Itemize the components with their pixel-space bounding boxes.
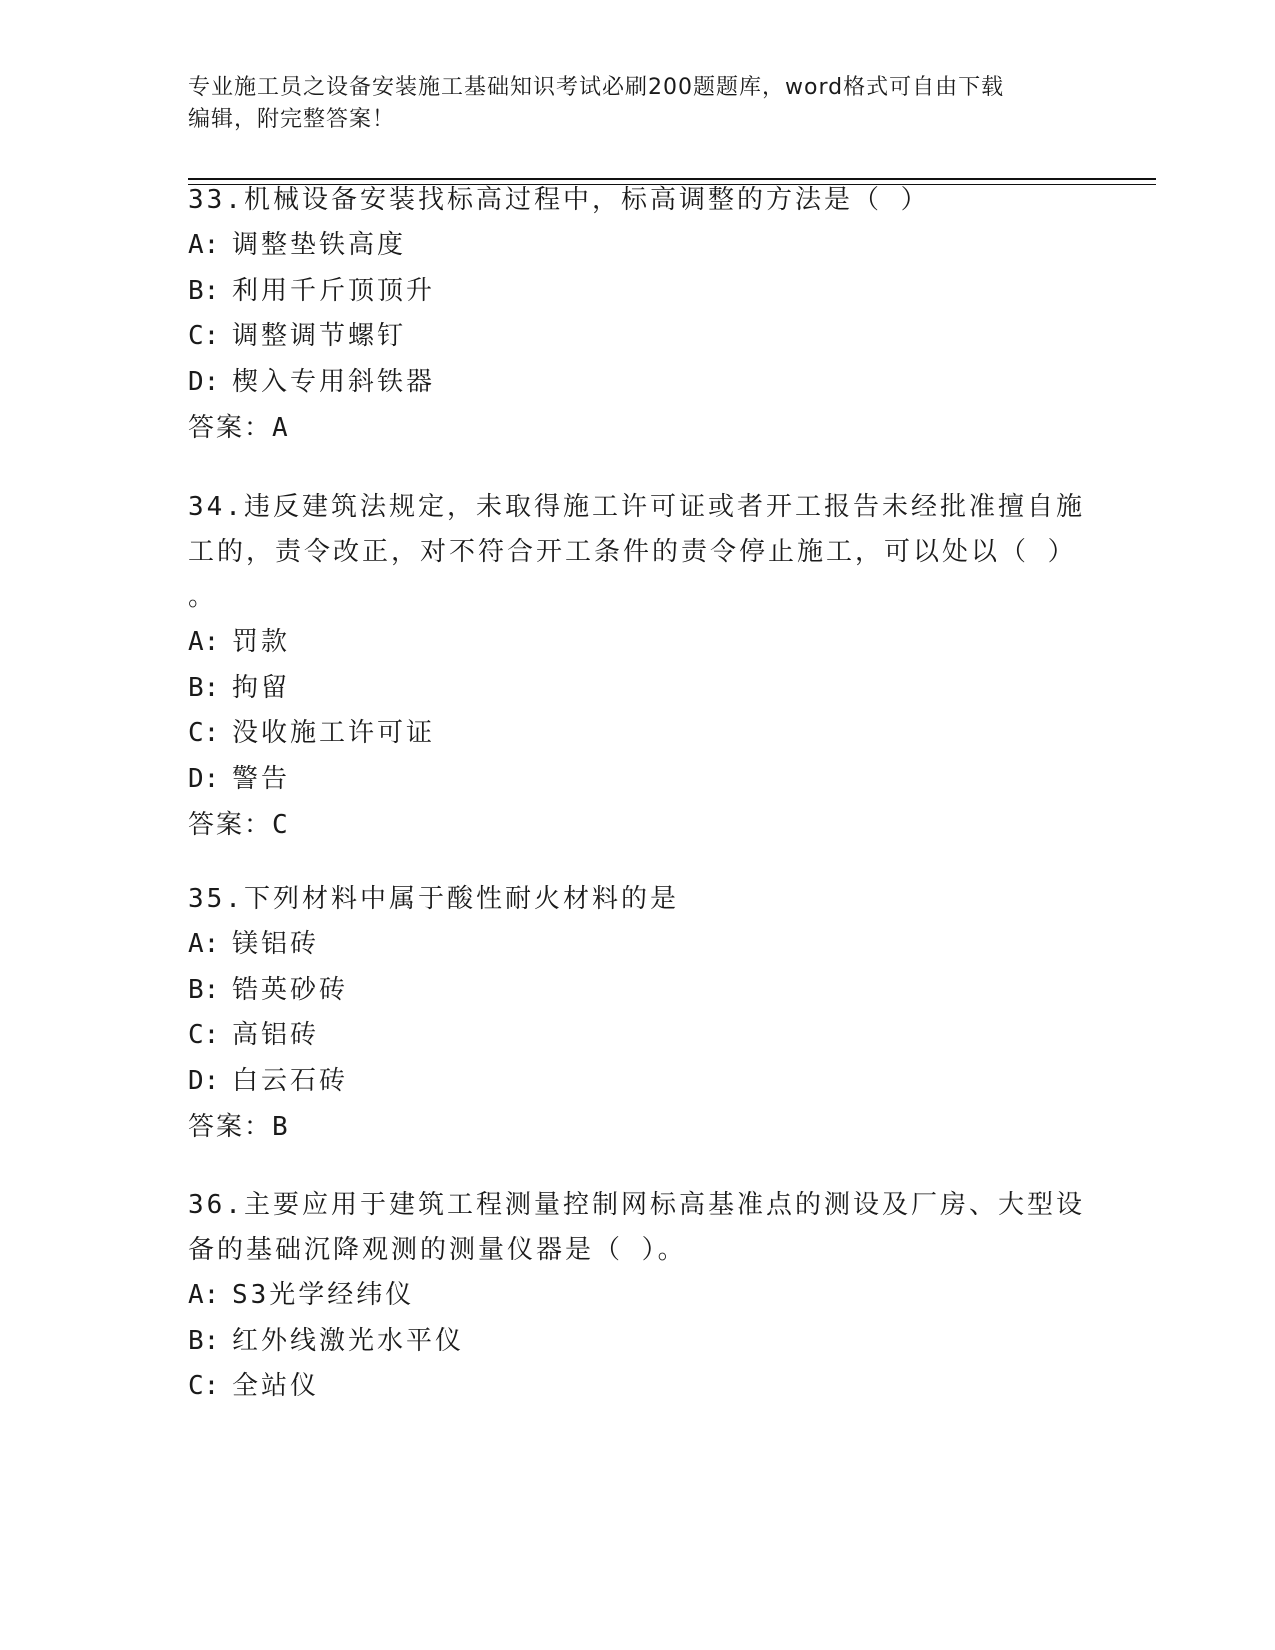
header-line-2: 编辑，附完整答案！ [188,107,396,132]
option-text: 拘留 [232,672,291,703]
option-letter: D: [188,366,220,397]
option-letter: D: [188,1065,220,1096]
question-35 [188,877,1088,1150]
option-text: 白云石砖 [232,1065,349,1096]
option-letter: D: [188,763,220,794]
question-34 [188,485,1088,848]
option-letter: A: [188,1280,220,1310]
option-text: 楔入专用斜铁器 [232,366,436,397]
question-text-line-1: 36.主要应用于建筑工程测量控制网标高基准点的测设及厂房、大型设 [188,1190,1085,1220]
answer-label: 答案： [188,413,273,443]
option-text: 调整调节螺钉 [232,321,407,351]
option-a [188,922,1088,968]
document-header [188,72,1068,136]
option-text: 高铝砖 [232,1020,320,1050]
option-c [188,1364,1088,1410]
option-c [188,314,1088,360]
option-text: 调整垫铁高度 [232,230,407,260]
option-a [188,223,1088,269]
option-letter: A: [188,230,220,260]
option-d [188,757,1088,803]
question-text-line-1: 34.违反建筑法规定，未取得施工许可证或者开工报告未经批准擅自施 [188,492,1085,522]
option-text: 利用千斤顶顶升 [232,275,436,306]
answer-value: C [272,810,290,840]
answer-value: B [272,1112,290,1142]
option-c [188,1013,1088,1059]
question-text-line-3: 。 [188,582,218,612]
option-letter: B: [188,974,220,1005]
option-text: 没收施工许可证 [232,718,436,748]
question-text-line-2: 工的，责令改正，对不符合开工条件的责令停止施工，可以处以（ ） [188,537,1077,567]
option-letter: B: [188,275,220,306]
option-a [188,1273,1088,1319]
option-b [188,666,1088,712]
option-letter: B: [188,672,220,703]
option-text: S3光学经纬仪 [232,1280,415,1310]
option-text: 镁铝砖 [232,929,320,959]
option-text: 红外线激光水平仪 [232,1325,465,1356]
question-text: 33.机械设备安装找标高过程中，标高调整的方法是（ ） [188,185,930,215]
option-letter: C: [188,321,220,351]
question-36 [188,1183,1088,1410]
option-text: 锆英砂砖 [232,974,349,1005]
answer-line [188,1104,1088,1150]
option-d [188,1059,1088,1105]
option-letter: C: [188,1020,220,1050]
answer-value: A [272,413,290,443]
option-letter: A: [188,929,220,959]
option-d [188,360,1088,406]
answer-line [188,802,1088,848]
option-b [188,968,1088,1014]
option-text: 罚款 [232,627,291,657]
question-33 [188,178,1088,451]
option-c [188,711,1088,757]
answer-label: 答案： [188,810,273,840]
header-line-1: 专业施工员之设备安装施工基础知识考试必刷200题题库，word格式可自由下载 [188,75,1005,100]
answer-label: 答案： [188,1112,273,1142]
option-letter: C: [188,1371,220,1401]
option-b [188,1319,1088,1365]
option-letter: B: [188,1325,220,1356]
option-b [188,269,1088,315]
option-letter: C: [188,718,220,748]
option-letter: A: [188,627,220,657]
question-text-line-2: 备的基础沉降观测的测量仪器是（ ）。 [188,1235,687,1265]
option-text: 全站仪 [232,1371,320,1401]
option-a [188,620,1088,666]
answer-line [188,405,1088,451]
option-text: 警告 [232,763,291,794]
question-text: 35.下列材料中属于酸性耐火材料的是 [188,884,679,914]
